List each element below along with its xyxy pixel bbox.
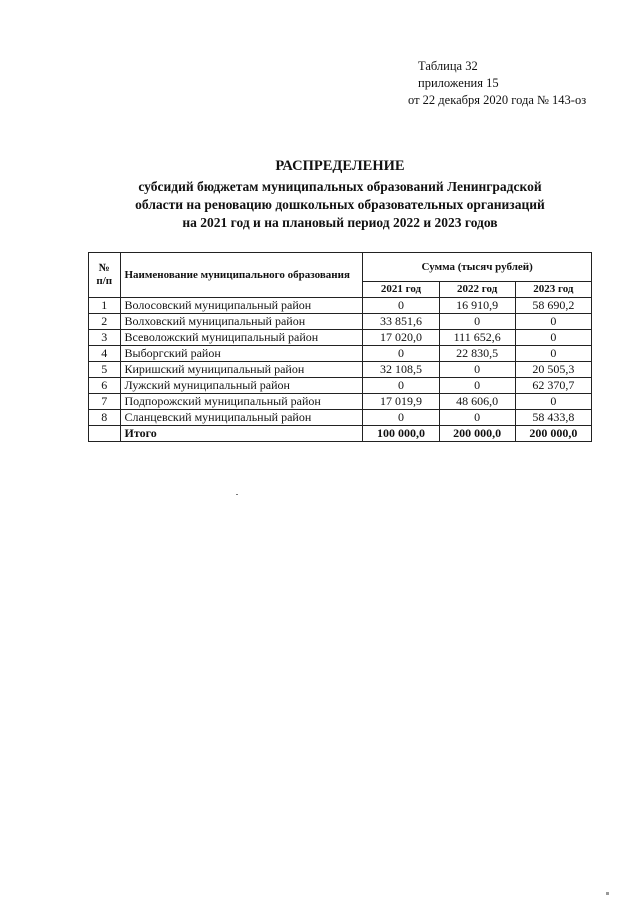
row-2022: 0	[439, 362, 515, 378]
title-main: РАСПРЕДЕЛЕНИЕ	[275, 158, 405, 174]
header-2021: 2021 год	[363, 282, 439, 298]
row-num: 4	[89, 346, 121, 362]
total-num-cell	[89, 426, 121, 442]
row-num: 1	[89, 298, 121, 314]
distribution-table	[88, 252, 592, 442]
row-2022: 111 652,6	[439, 330, 515, 346]
row-2023: 62 370,7	[515, 378, 591, 394]
row-name: Всеволожский муниципальный район	[120, 330, 363, 346]
total-label: Итого	[120, 426, 363, 442]
row-2022: 0	[439, 378, 515, 394]
row-num: 3	[89, 330, 121, 346]
scan-speck-corner	[606, 892, 609, 895]
row-name: Волосовский муниципальный район	[120, 298, 363, 314]
row-2022: 16 910,9	[439, 298, 515, 314]
row-name: Сланцевский муниципальный район	[120, 410, 363, 426]
total-2021: 100 000,0	[363, 426, 439, 442]
row-num: 5	[89, 362, 121, 378]
reference-appendix: приложения 15	[418, 76, 499, 90]
total-2022: 200 000,0	[439, 426, 515, 442]
row-2023: 58 690,2	[515, 298, 591, 314]
row-2022: 22 830,5	[439, 346, 515, 362]
row-2021: 32 108,5	[363, 362, 439, 378]
title-line-1: субсидий бюджетам муниципальных образований Ленинградской	[138, 179, 542, 194]
row-2021: 0	[363, 298, 439, 314]
row-name: Подпорожский муниципальный район	[120, 394, 363, 410]
row-name: Выборгский район	[120, 346, 363, 362]
row-name: Лужский муниципальный район	[120, 378, 363, 394]
row-2022: 0	[439, 314, 515, 330]
title-line-3: на 2021 год и на плановый период 2022 и 2023 годов	[182, 215, 498, 230]
table-row	[89, 298, 592, 314]
header-num: № п/п	[89, 253, 121, 298]
row-name: Волховский муниципальный район	[120, 314, 363, 330]
row-name: Киришский муниципальный район	[120, 362, 363, 378]
table-row	[89, 330, 592, 346]
header-2023: 2023 год	[515, 282, 591, 298]
row-2021: 0	[363, 346, 439, 362]
total-2023: 200 000,0	[515, 426, 591, 442]
table-row	[89, 362, 592, 378]
row-2023: 58 433,8	[515, 410, 591, 426]
reference-law-date: от 22 декабря 2020 года № 143-оз	[408, 93, 587, 107]
header-2022: 2022 год	[439, 282, 515, 298]
row-num: 7	[89, 394, 121, 410]
document-title	[95, 157, 585, 232]
table-row	[89, 314, 592, 330]
table-row	[89, 410, 592, 426]
table-row	[89, 378, 592, 394]
scan-speck	[236, 494, 238, 495]
table-row	[89, 394, 592, 410]
reference-table-number: Таблица 32	[418, 59, 478, 73]
row-2022: 48 606,0	[439, 394, 515, 410]
row-2021: 17 019,9	[363, 394, 439, 410]
row-2023: 0	[515, 346, 591, 362]
row-2021: 0	[363, 378, 439, 394]
row-2022: 0	[439, 410, 515, 426]
row-2023: 0	[515, 330, 591, 346]
row-num: 8	[89, 410, 121, 426]
table-row	[89, 346, 592, 362]
row-2021: 17 020,0	[363, 330, 439, 346]
header-sum: Сумма (тысяч рублей)	[363, 253, 592, 282]
row-2023: 0	[515, 394, 591, 410]
row-num: 6	[89, 378, 121, 394]
row-2023: 0	[515, 314, 591, 330]
row-num: 2	[89, 314, 121, 330]
document-reference	[408, 58, 587, 109]
row-2021: 0	[363, 410, 439, 426]
total-row	[89, 426, 592, 442]
row-2023: 20 505,3	[515, 362, 591, 378]
title-line-2: области на реновацию дошкольных образовательных организаций	[135, 197, 545, 212]
row-2021: 33 851,6	[363, 314, 439, 330]
header-name: Наименование муниципального образования	[120, 253, 363, 298]
